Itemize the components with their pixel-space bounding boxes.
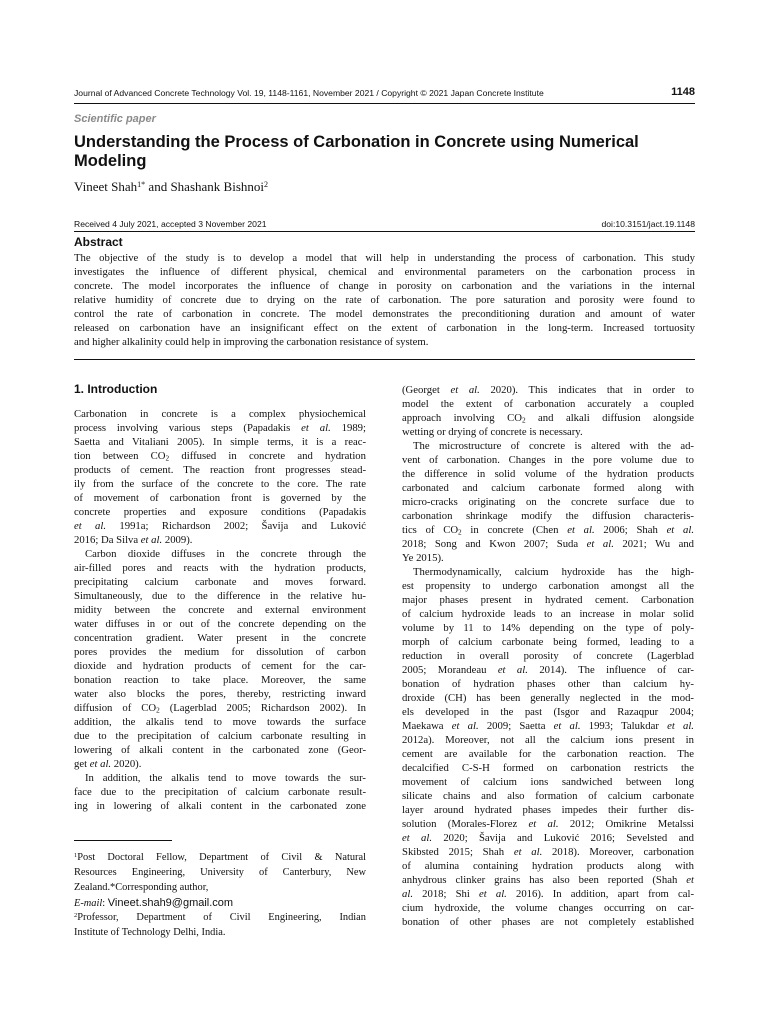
body-line: silicate chains and also formation of calcium carbonate <box>402 790 694 802</box>
body-line: tics of $CO_2$ in concrete (Chen et al. 2006; Shah et al. <box>402 524 694 537</box>
body-line: of movement of carbonation front is governed by the <box>74 492 366 504</box>
email-label: E-mail <box>74 898 103 909</box>
paper-title: Understanding the Process of Carbonation in Concrete using Numerical Modeling <box>74 133 639 170</box>
body-line: wetting or drying of concrete is necessary. <box>402 426 583 438</box>
body-line: droxide (CH) has been generally neglected in the mod- <box>402 692 694 704</box>
body-line: of calcium hydroxide leads to an increase in molar solid <box>402 608 694 620</box>
abstract-line: and higher alkalinity could help in improving the carbonation resistance of system. <box>74 336 429 348</box>
abstract-line: The objective of the study is to develop a model that will help in understanding the process of carbonation. This study <box>74 252 695 264</box>
body-line: In addition, the alkalis tend to move towards the sur- <box>85 772 366 784</box>
body-line: products of cement. The reaction front progresses stead- <box>74 464 366 476</box>
body-line: Carbon dioxide diffuses in the concrete through the <box>85 548 366 560</box>
body-line: Maekawa et al. 2009; Saetta et al. 1993; Talukdar et al. <box>402 720 694 732</box>
body-line: al. 2018; Shi et al. 2016). In addition, apart from cal- <box>402 888 694 900</box>
section-heading-introduction: 1. Introduction <box>74 382 158 396</box>
received-date: Received 4 July 2021, accepted 3 November 2021 <box>74 219 267 229</box>
footnote-line: $^2$Professor, Department of Civil Engineering, Indian <box>74 911 366 923</box>
body-line: The microstructure of concrete is altered with the ad- <box>413 440 694 452</box>
body-line: et al. 2020; Šavija and Luković 2016; Sevelsted and <box>402 832 695 844</box>
body-line: micro-cracks originating on the concrete surface due to <box>402 496 694 508</box>
abstract-line: investigates the influence of different physical, chemical and environmental parameters on the carbonation process in <box>74 266 695 278</box>
body-line: dioxide and hydration products of cement for the car- <box>74 660 366 672</box>
body-line: decalcified C-S-H formed on carbonation restricts the <box>402 762 694 774</box>
body-line: concrete properties and exposure conditions (Papadakis <box>74 506 366 518</box>
body-line: diffusion of $CO_2$ (Lagerblad 2005; Richardson 2002). In <box>74 702 366 715</box>
body-line: cement are available for the carbonation reaction. The <box>402 748 694 760</box>
body-line: reduction in overall porosity of concrete (Lagerblad <box>402 650 694 662</box>
body-line: ily from the surface of the concrete to the core. The rate <box>74 478 366 490</box>
doi-link[interactable]: doi:10.3151/jact.19.1148 <box>601 219 695 229</box>
body-line: et al. 1991a; Richardson 2002; Šavija and Luković <box>74 520 366 532</box>
body-line: Thermodynamically, calcium hydroxide has the high- <box>413 566 694 578</box>
footnote-line: Zealand.*Corresponding author, <box>74 882 209 893</box>
body-line: Saetta and Vitaliani 2005). In simple terms, it is a reac- <box>74 436 366 448</box>
body-line: lowering of alkali content in the carbonated zone (Geor- <box>74 744 366 756</box>
meta-rule <box>74 231 695 232</box>
body-line: Skibsted 2015; Shah et al. 2018). Moreover, carbonation <box>402 846 695 858</box>
body-line: Simultaneously, due to the difference in the relative hu- <box>74 590 366 602</box>
body-line: get et al. 2020). <box>74 758 142 770</box>
body-line: water also blocks the pores, thereby, restricting inward <box>74 688 366 700</box>
body-line: 2018; Song and Kwon 2007; Suda et al. 2021; Wu and <box>402 538 695 550</box>
body-line: est propensity to undergo carbonation amongst all the <box>402 580 694 592</box>
body-line: approach involving $CO_2$ and alkali diffusion alongside <box>402 412 695 425</box>
journal-header: Journal of Advanced Concrete Technology Vol. 19, 1148-1161, November 2021 / Copyright © 2021 Japan Concrete Institute <box>74 88 544 98</box>
body-line: concentration gradient. Water present in the concrete <box>74 632 366 644</box>
body-line: Carbonation in concrete is a complex physiochemical <box>74 408 366 420</box>
body-line: 2016; Da Silva et al. 2009). <box>74 534 193 546</box>
body-line: midity between the concrete and external environment <box>74 604 366 616</box>
abstract-heading: Abstract <box>74 235 123 249</box>
body-line: due to the precipitation of calcium carbonate resulting in <box>74 730 366 742</box>
body-line: bonation reaction to take place. Moreover, the same <box>74 674 366 686</box>
body-line: major phases present in hydrated cement. Carbonation <box>402 594 694 606</box>
body-line: model the extent of carbonation accurately a coupled <box>402 398 694 410</box>
body-line: layer around hydrated phases impedes their further dis- <box>402 804 694 816</box>
header-rule <box>74 103 695 104</box>
author-separator: and <box>145 179 171 194</box>
abstract-line: relative humidity of concrete due to drying on the rate of carbonation. The pore saturation and porosity were found to <box>74 294 695 306</box>
author-list <box>74 179 268 195</box>
footnote-line: Resources Engineering, University of Canterbury, New <box>74 867 366 878</box>
footnote-line: Institute of Technology Delhi, India. <box>74 927 226 938</box>
abstract-rule <box>74 359 695 360</box>
author-affiliation-mark: 2 <box>264 179 269 189</box>
page-number: 1148 <box>671 86 695 98</box>
body-line: morph of calcium carbonate being formed, leading to a <box>402 636 694 648</box>
footnote-line: $^1$Post Doctoral Fellow, Department of Civil & Natural <box>74 851 366 863</box>
body-line: solution (Morales-Florez et al. 2012; Omikrine Metalssi <box>402 818 694 830</box>
footnote-email-line: E-mail: Vineet.shah9@gmail.com <box>74 897 234 909</box>
body-line: Ye 2015). <box>402 552 444 564</box>
body-line: (Georget et al. 2020). This indicates that in order to <box>402 384 694 396</box>
body-line: of alumina containing hydration products along with <box>402 860 694 872</box>
body-line: anhydrous clinker grains has also been reported (Shah et <box>402 874 694 886</box>
body-line: air-filled pores and reacts with the hydration products, <box>74 562 366 574</box>
body-line: 2012a). Moreover, not all the calcium ions present in <box>402 734 694 746</box>
body-line: the difference in solid volume of the hydration products <box>402 468 694 480</box>
body-line: carbonation shrinkage modify the diffusion characteris- <box>402 510 694 522</box>
body-line: carbonated and calcium carbonate formed along with <box>402 482 694 494</box>
body-line: cium hydroxide, the volume changes occurring on car- <box>402 902 694 914</box>
body-line: precipitating calcium carbonate and moves forward. <box>74 576 366 588</box>
abstract-line: concrete. The model incorporates the influence of change in porosity on carbonation and the variations in the internal <box>74 280 695 292</box>
body-line: water diffuses in or out of the concrete depending on the <box>74 618 366 630</box>
body-line: bonation of hydration phases other than calcium hy- <box>402 678 694 690</box>
body-line: bonation of other phases are not completely established <box>402 916 694 928</box>
author-name: Vineet Shah <box>74 179 138 194</box>
body-line: process involving various steps (Papadakis et al. 1989; <box>74 422 366 434</box>
paper-type-label: Scientific paper <box>74 113 156 125</box>
abstract-line: released on carbonation have an insignificant effect on the extent of carbonation in the long-term. Increased tortuosity <box>74 322 695 334</box>
abstract-line: control the rate of carbonation in concrete. The model demonstrates the preconditioning duration and amount of water <box>74 308 695 320</box>
body-line: face due to the precipitation of calcium carbonate result- <box>74 786 366 798</box>
body-line: movement of calcium ions sandwiched between long <box>402 776 694 788</box>
footnote-rule <box>74 840 172 841</box>
body-line: els developed in the past (Isgor and Razaqpur 2004; <box>402 706 694 718</box>
body-line: tion between $CO_2$ diffused in concrete and hydration <box>74 450 366 463</box>
body-line: 2005; Morandeau et al. 2014). The influence of car- <box>402 664 694 676</box>
body-line: vent of carbonation. Changes in the pore volume due to <box>402 454 694 466</box>
body-line: volume by 11 to 14% depending on the type of poly- <box>402 622 694 634</box>
body-line: ing in lowering of alkali content in the carbonated zone <box>74 800 366 812</box>
body-line: addition, the alkalis tend to move towards the surface <box>74 716 366 728</box>
author-name: Shashank Bishnoi <box>170 179 264 194</box>
author-affiliation-mark: 1* <box>137 179 146 189</box>
email-link[interactable]: Vineet.shah9@gmail.com <box>107 897 234 909</box>
body-line: pores provides the medium for dissolution of carbon <box>74 646 366 658</box>
